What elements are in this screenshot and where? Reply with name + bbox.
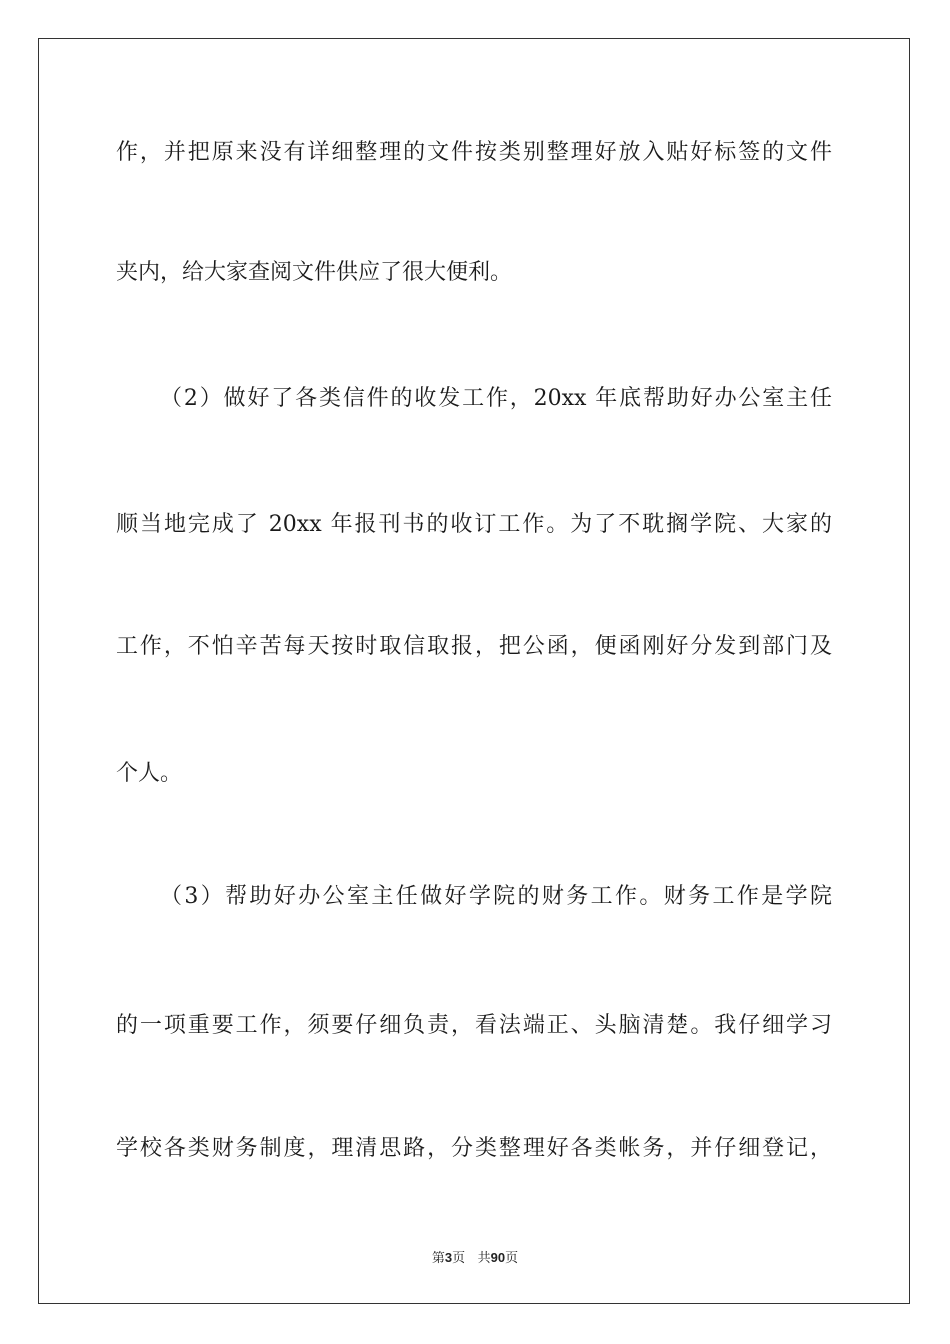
total-pages: 90: [490, 1250, 506, 1265]
body-line-2: 夹内，给大家查阅文件供应了很大便利。: [116, 260, 513, 285]
total-suffix: 页: [505, 1251, 519, 1266]
body-line-3: （2）做好了各类信件的收发工作，20xx 年底帮助好办公室主任: [160, 386, 832, 411]
page-suffix: 页: [452, 1251, 466, 1266]
body-line-9: 学校各类财务制度，理清思路，分类整理好各类帐务，并仔细登记，: [116, 1136, 832, 1161]
body-line-6: 个人。: [116, 761, 183, 786]
page-border: [38, 38, 910, 1304]
body-line-1: 作，并把原来没有详细整理的文件按类别整理好放入贴好标签的文件: [116, 140, 832, 165]
page-prefix: 第: [431, 1251, 445, 1266]
body-line-7: （3）帮助好办公室主任做好学院的财务工作。财务工作是学院: [160, 884, 832, 909]
body-line-8: 的一项重要工作，须要仔细负责，看法端正、头脑清楚。我仔细学习: [116, 1013, 832, 1038]
body-line-5: 工作，不怕辛苦每天按时取信取报，把公函，便函刚好分发到部门及: [116, 634, 832, 659]
body-line-4: 顺当地完成了 20xx 年报刊书的收订工作。为了不耽搁学院、大家的: [116, 512, 832, 537]
total-prefix: 共: [477, 1251, 491, 1266]
page-footer: [0, 1247, 950, 1266]
page-number: 3: [444, 1250, 453, 1265]
